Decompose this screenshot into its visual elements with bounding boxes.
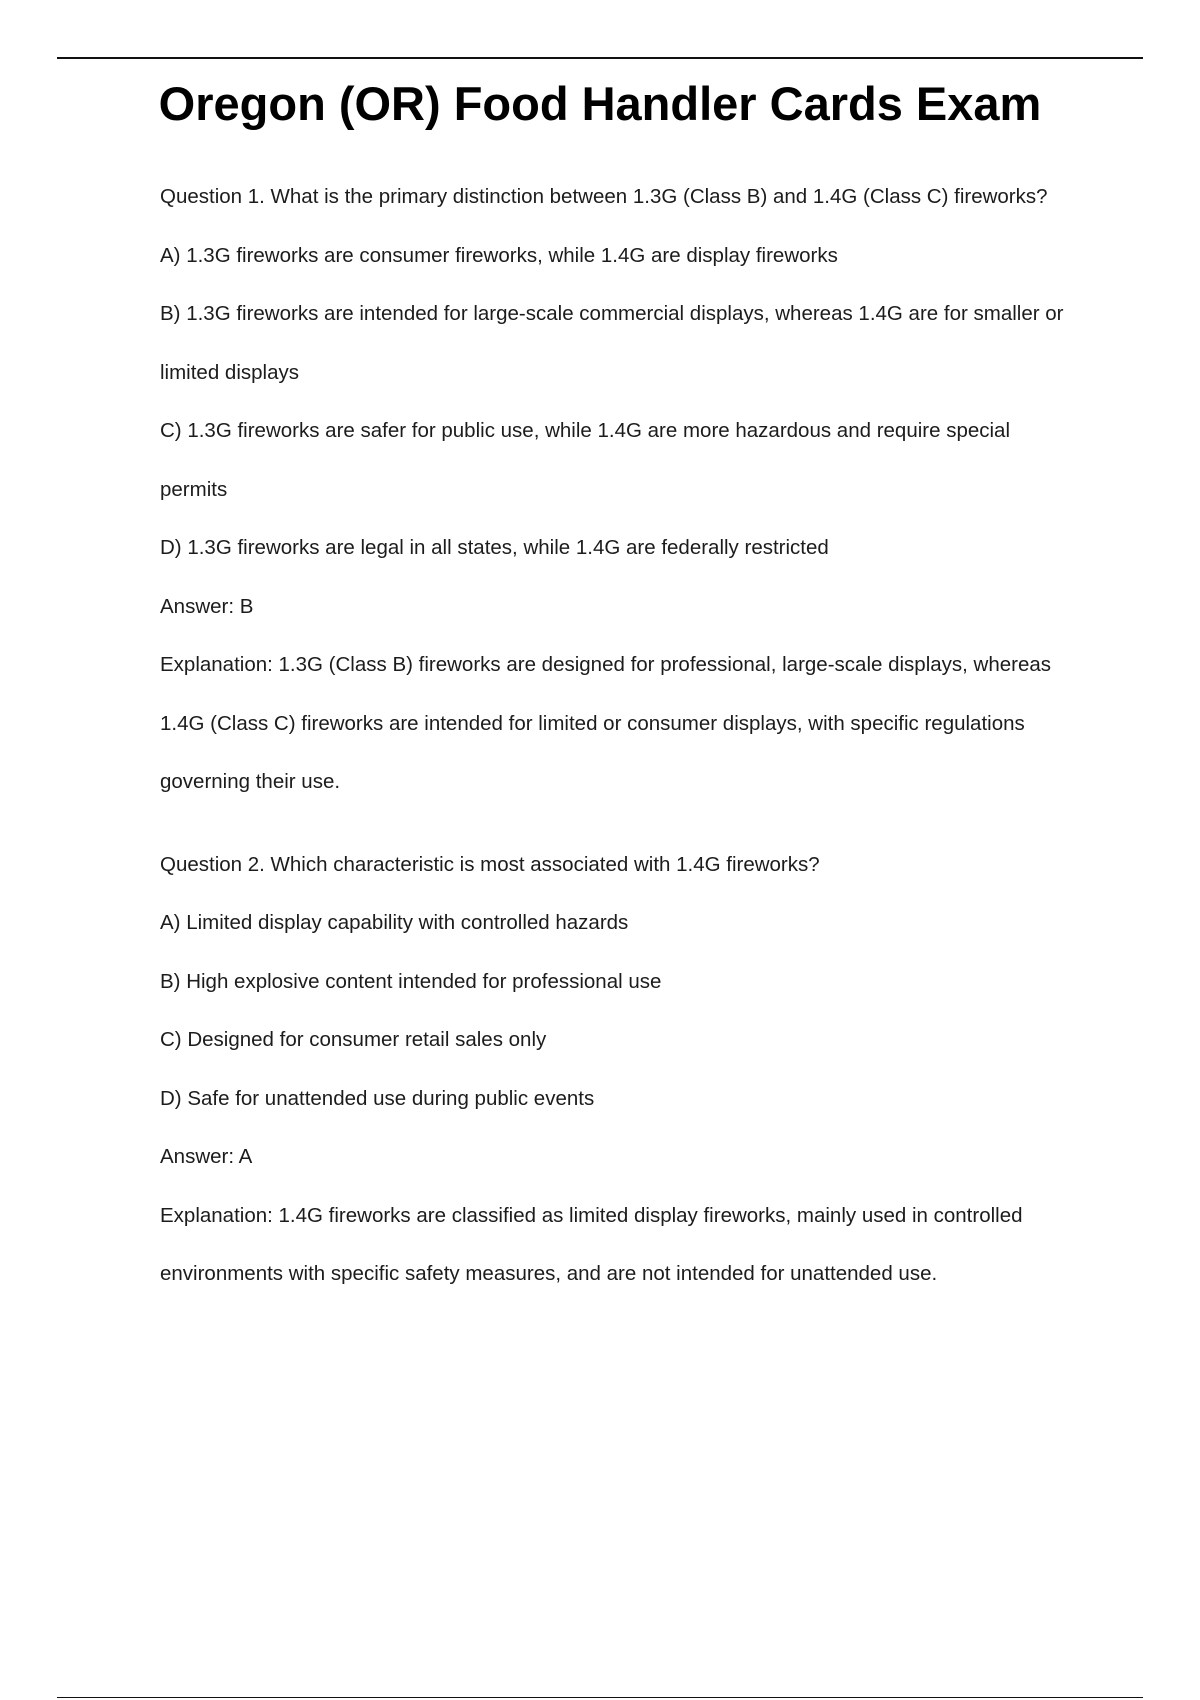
option-b: B) 1.3G fireworks are intended for large-scale commercial displays, whereas 1.4G are for smaller or limited displays: [160, 302, 1064, 384]
question-block-2: [160, 836, 1080, 1304]
option-b: B) High explosive content intended for professional use: [160, 969, 662, 993]
explanation-text: Explanation: 1.4G fireworks are classified as limited display fireworks, mainly used in controlled environments with specific safety measures, and are not intended for unattended use.: [160, 1203, 1023, 1285]
question-block-1: [160, 168, 1080, 812]
explanation-text: Explanation: 1.3G (Class B) fireworks are designed for professional, large-scale displays, whereas 1.4G (Class C) fireworks are intended for limited or consumer displays, with specific regulations governing their use.: [160, 653, 1052, 793]
option-c: C) 1.3G fireworks are safer for public use, while 1.4G are more hazardous and require special permits: [160, 419, 1011, 501]
document-body: [160, 168, 1080, 1304]
bottom-rule: [57, 1697, 1143, 1698]
option-c: C) Designed for consumer retail sales only: [160, 1028, 547, 1051]
top-rule: [57, 57, 1143, 59]
page-title: Oregon (OR) Food Handler Cards Exam: [158, 77, 1042, 130]
question-text: Question 2. Which characteristic is most associated with 1.4G fireworks?: [160, 852, 820, 876]
option-a: A) 1.3G fireworks are consumer fireworks, while 1.4G are display fireworks: [160, 243, 838, 267]
answer-text: Answer: B: [160, 594, 254, 618]
option-d: D) Safe for unattended use during public events: [160, 1086, 595, 1110]
question-text: Question 1. What is the primary distinction between 1.3G (Class B) and 1.4G (Class C) fireworks?: [160, 185, 1048, 208]
answer-text: Answer: A: [160, 1145, 253, 1168]
option-a: A) Limited display capability with controlled hazards: [160, 911, 629, 934]
option-d: D) 1.3G fireworks are legal in all states, while 1.4G are federally restricted: [160, 536, 829, 559]
